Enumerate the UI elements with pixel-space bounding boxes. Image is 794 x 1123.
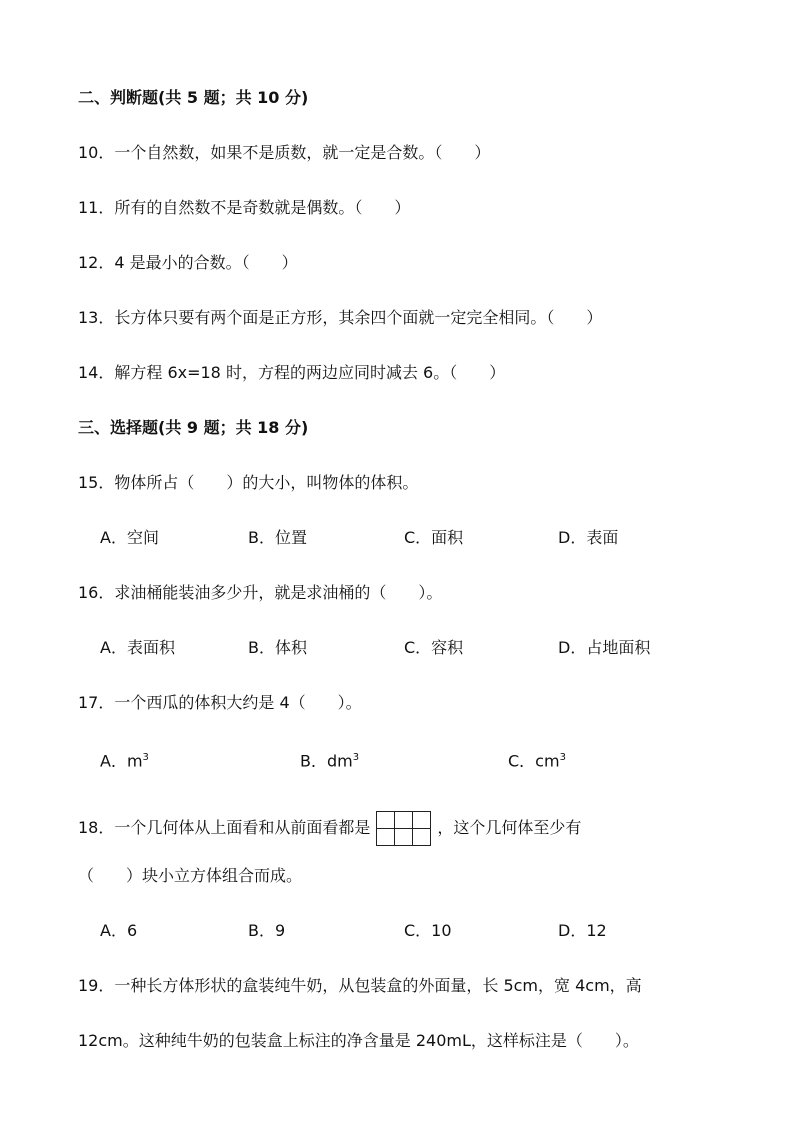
question-13: 13．长方体只要有两个面是正方形，其余四个面就一定完全相同。（ ） (78, 308, 603, 327)
question-14: 14．解方程 6x=18 时，方程的两边应同时减去 6。（ ） (78, 363, 506, 382)
q16-option-d: D．占地面积 (558, 638, 651, 657)
question-10: 10．一个自然数，如果不是质数，就一定是合数。（ ） (78, 143, 491, 162)
q18-text-after: ，这个几何体至少有 (437, 818, 582, 837)
q18-option-a: A．6 (100, 921, 138, 940)
q15-option-b: B．位置 (248, 528, 307, 547)
question-19-line2: 12cm。这种纯牛奶的包装盒上标注的净含量是 240mL，这样标注是（ ）。 (78, 1031, 639, 1050)
question-18 (78, 811, 581, 846)
question-16: 16．求油桶能装油多少升，就是求油桶的（ ）。 (78, 583, 443, 602)
q18-option-c: C．10 (404, 921, 452, 940)
question-15: 15．物体所占（ ）的大小，叫物体的体积。 (78, 473, 419, 492)
section-heading-judgment: 二、判断题(共 5 题；共 10 分) (78, 88, 309, 107)
q15-option-a: A．空间 (100, 528, 159, 547)
question-12: 12．4 是最小的合数。（ ） (78, 253, 298, 272)
q15-option-d: D．表面 (558, 528, 619, 547)
q17-option-a: A．$m^3$ (100, 751, 149, 771)
q17-option-c: C．$cm^3$ (508, 751, 566, 771)
q15-option-c: C．面积 (404, 528, 464, 547)
q18-text-before: 18．一个几何体从上面看和从前面看都是 (78, 818, 371, 837)
q16-option-c: C．容积 (404, 638, 464, 657)
q16-option-a: A．表面积 (100, 638, 175, 657)
question-11: 11．所有的自然数不是奇数就是偶数。（ ） (78, 198, 411, 217)
q18-option-d: D．12 (558, 921, 607, 940)
q16-option-b: B．体积 (248, 638, 307, 657)
question-17: 17．一个西瓜的体积大约是 4（ ）。 (78, 693, 362, 712)
question-19: 19．一种长方体形状的盒装纯牛奶，从包装盒的外面量，长 5cm，宽 4cm，高 (78, 976, 642, 995)
q18-option-b: B．9 (248, 921, 286, 940)
q17-option-b: B．$dm^3$ (300, 751, 360, 771)
section-heading-choice: 三、选择题(共 9 题；共 18 分) (78, 418, 309, 437)
three-by-two-grid-figure (376, 811, 431, 846)
question-18-line2: （ ）块小立方体组合而成。 (78, 866, 303, 885)
